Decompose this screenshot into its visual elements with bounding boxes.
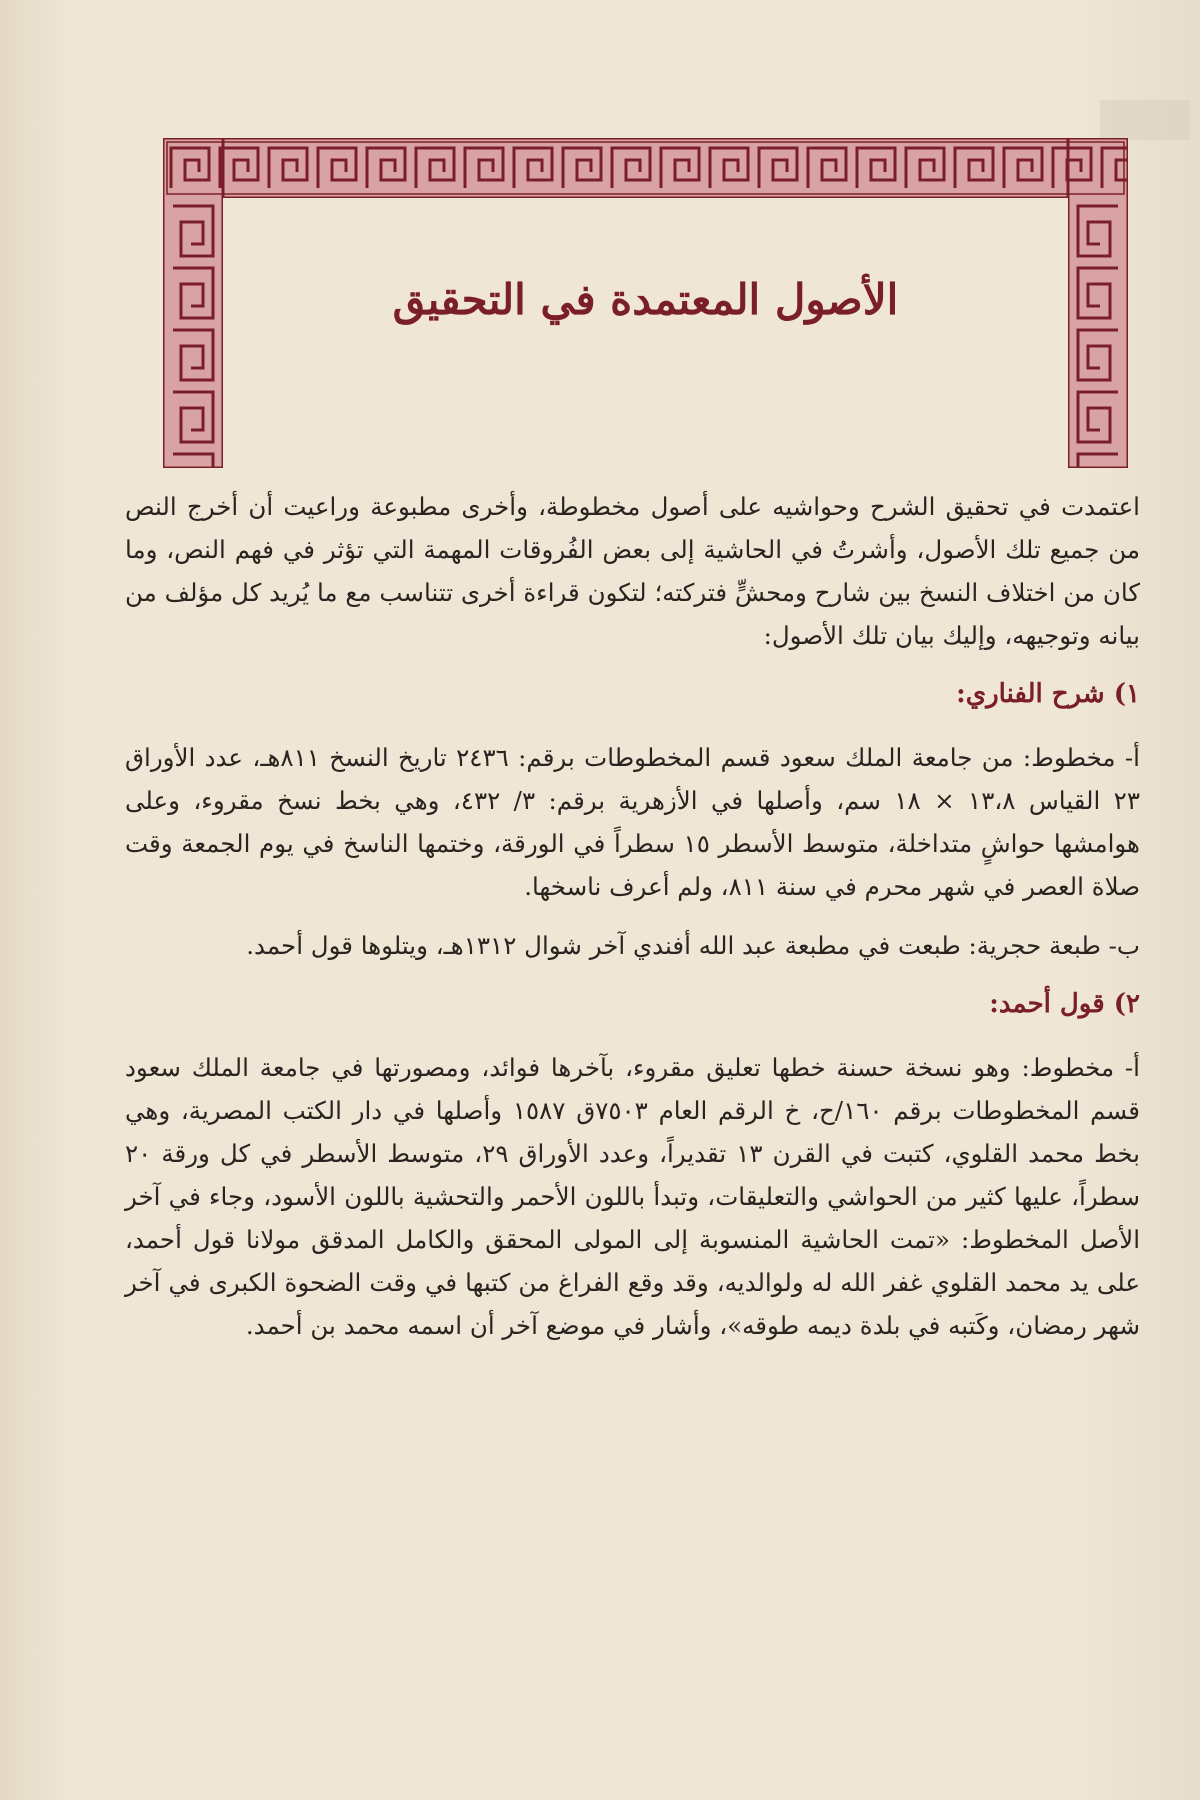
section-heading-qawl-ahmad: ٢) قول أحمد: [989,989,1140,1019]
bleed-through-mark [1100,100,1190,140]
fanari-manuscript-paragraph: أ- مخطوط: من جامعة الملك سعود قسم المخطوطات برقم: ٢٤٣٦ تاريخ النسخ ٨١١هـ، عدد الأوراق ٢٣ القياس ١٣،٨ × ١٨ سم، وأصلها في الأزهرية برقم: ٣/ ٤٣٢، وهي بخط نسخ مقروء، وعلى هوامشها حواشٍ متداخلة، متوسط الأسطر ١٥ سطراً في الورقة، وختمها الناسخ في يوم الجمعة وقت صلاة العصر في شهر محرم في سنة ٨١١، ولم أعرف ناسخها. [125,743,1140,901]
intro-paragraph: اعتمدت في تحقيق الشرح وحواشيه على أصول مخطوطة، وأخرى مطبوعة وراعيت أن أخرج النص من جميع تلك الأصول، وأشرتُ في الحاشية إلى بعض الفُروقات المهمة التي تؤثر في فهم النص، وما كان من اختلاف النسخ بين شارح ومحشٍّ فتركته؛ لتكون قراءة أخرى تتناسب مع ما يُريد كل مؤلف من بيانه وتوجيهه، وإليك بيان تلك الأصول: [125,492,1140,650]
body-text [125,485,1140,1363]
section-heading-fanari: ١) شرح الفناري: [956,679,1140,709]
fanari-lithograph-paragraph: ب- طبعة حجرية: طبعت في مطبعة عبد الله أفندي آخر شوال ١٣١٢هـ، ويتلوها قول أحمد. [246,931,1140,960]
qawl-ahmad-manuscript-paragraph: أ- مخطوط: وهو نسخة حسنة خطها تعليق مقروء، بآخرها فوائد، ومصورتها في جامعة الملك سعود قسم المخطوطات برقم ١٦٠/ح، خ الرقم العام ٧٥٠٣ق ١٥٨٧ وأصلها في دار الكتب المصرية، وهي بخط محمد القلوي، كتبت في القرن ١٣ تقديراً، وعدد الأوراق ٢٩، متوسط الأسطر في كل ورقة ٢٠ سطراً، عليها كثير من الحواشي والتعليقات، وتبدأ باللون الأحمر والتحشية باللون الأسود، وجاء في آخر الأصل المخطوط: «تمت الحاشية المنسوبة إلى المولى المحقق والكامل المدقق مولانا قول أحمد، على يد محمد القلوي غفر الله له ولوالديه، وقد وقع الفراغ من كتبها في وقت الضحوة الكبرى في آخر شهر رمضان، وكَتبه في بلدة ديمه طوقه»، وأشار في موضع آخر أن اسمه محمد بن أحمد. [125,1053,1140,1340]
page-title: الأصول المعتمدة في التحقيق [392,275,899,324]
